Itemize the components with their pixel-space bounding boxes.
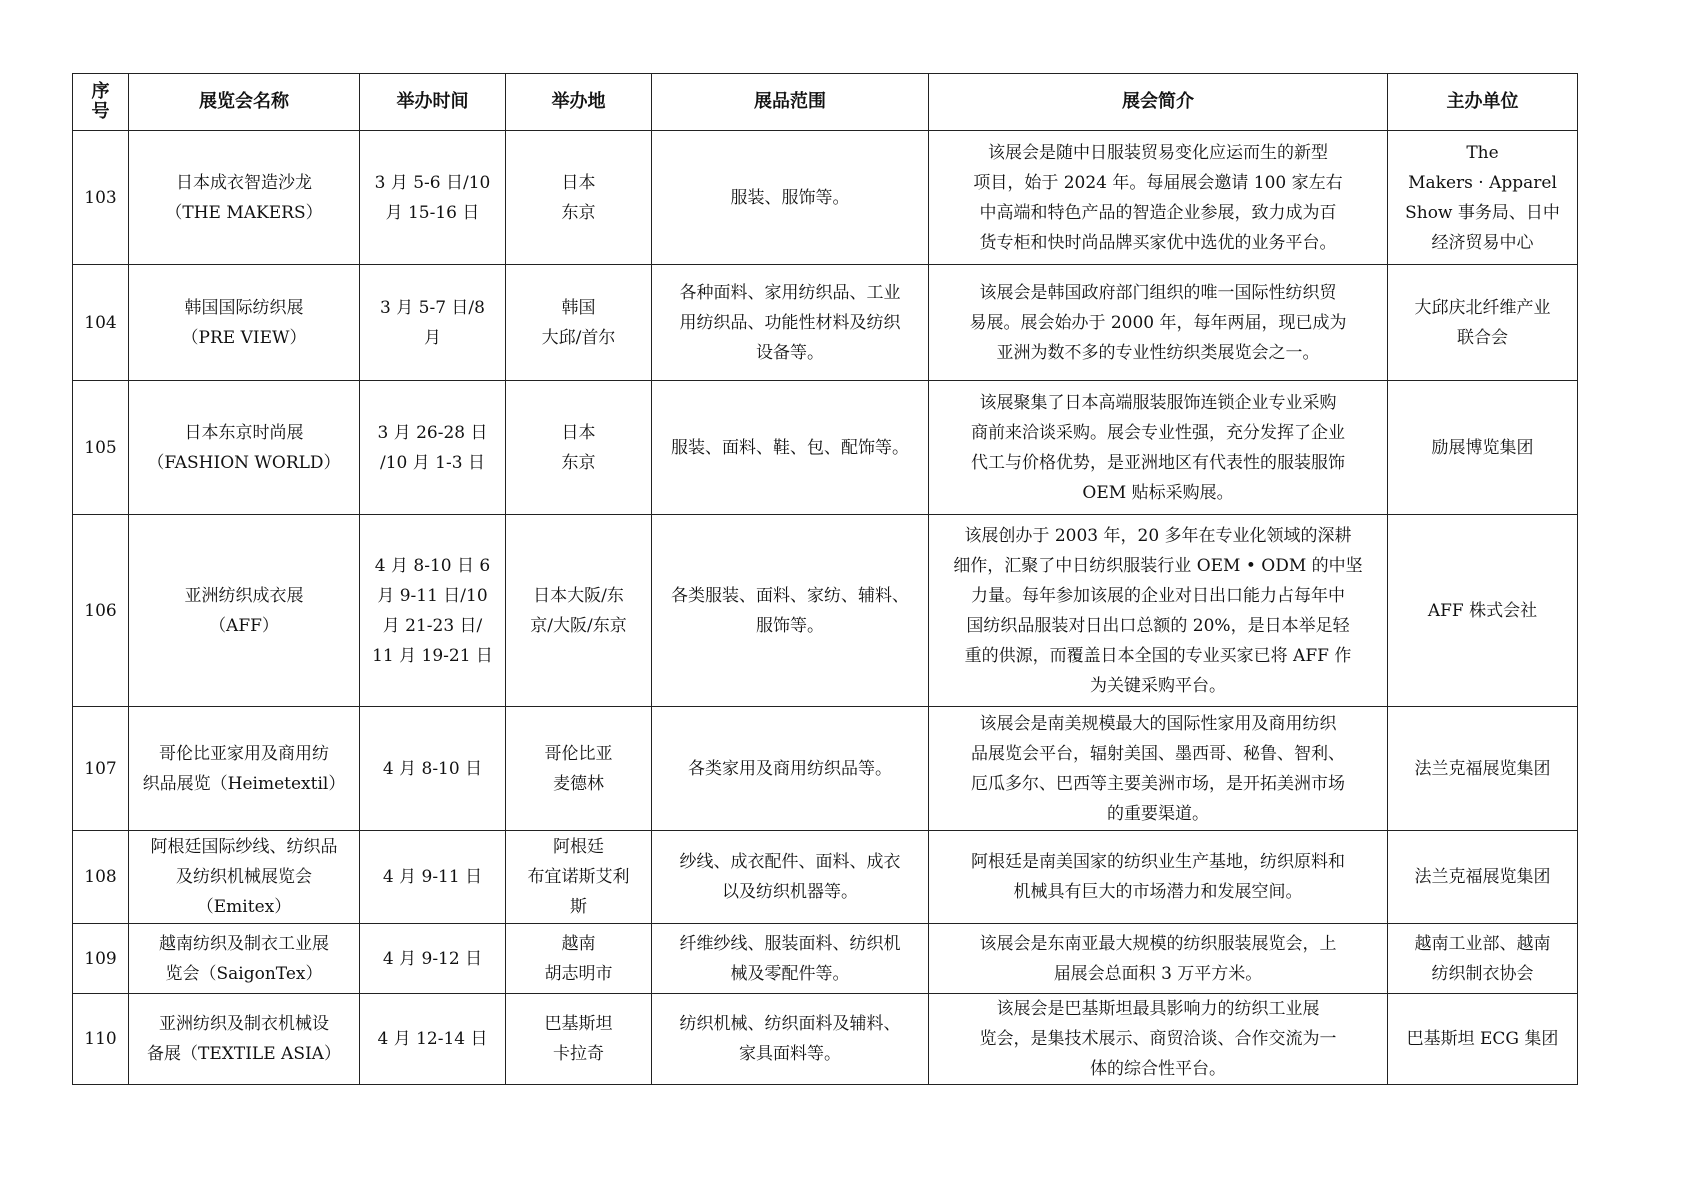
cell-time-line: /10 月 1-3 日 [380, 452, 485, 473]
cell-scope [652, 924, 929, 994]
cell-place-line: 越南 [561, 933, 596, 954]
cell-scope-line: 服饰等。 [756, 615, 824, 636]
cell-place-line: 韩国 [561, 297, 596, 318]
cell-time [360, 924, 506, 994]
cell-seq: 104 [73, 265, 129, 381]
cell-intro [929, 994, 1388, 1085]
header-organizer: 主办单位 [1388, 74, 1578, 131]
cell-seq: 107 [73, 707, 129, 831]
cell-time-line: 4 月 9-12 日 [382, 948, 483, 969]
cell-scope-line: 服装、面料、鞋、包、配饰等。 [671, 437, 909, 458]
cell-organizer [1388, 924, 1578, 994]
cell-intro-line: 该展会是随中日服装贸易变化应运而生的新型 [988, 142, 1328, 163]
cell-scope-line: 各种面料、家用纺织品、工业 [679, 282, 901, 303]
cell-intro-line: 代工与价格优势，是亚洲地区有代表性的服装服饰 [971, 452, 1345, 473]
cell-time [360, 265, 506, 381]
cell-seq: 109 [73, 924, 129, 994]
cell-time [360, 994, 506, 1085]
cell-seq: 105 [73, 381, 129, 515]
cell-intro-line: 品展览会平台，辐射美国、墨西哥、秘鲁、智利、 [971, 743, 1345, 764]
cell-intro-line: 的重要渠道。 [1107, 803, 1209, 824]
cell-organizer-line: 经济贸易中心 [1431, 232, 1534, 253]
cell-seq: 103 [73, 131, 129, 265]
cell-place [506, 707, 652, 831]
cell-time-line: 4 月 8-10 日 [382, 758, 483, 779]
cell-place [506, 924, 652, 994]
cell-scope-line: 用纺织品、功能性材料及纺织 [679, 312, 901, 333]
cell-intro-line: 重的供源，而覆盖日本全国的专业买家已将 AFF 作 [964, 645, 1352, 666]
cell-place-line: 日本 [561, 172, 596, 193]
cell-name [129, 707, 360, 831]
cell-place [506, 831, 652, 924]
cell-name-line: （Emitex） [196, 897, 292, 917]
header-row [73, 74, 1578, 131]
cell-place [506, 381, 652, 515]
cell-name [129, 831, 360, 924]
cell-name-line: 览会（SaigonTex） [165, 963, 323, 984]
cell-seq: 108 [73, 831, 129, 924]
cell-seq: 106 [73, 515, 129, 707]
cell-organizer-line: 联合会 [1457, 327, 1508, 348]
cell-name-line: 织品展览（Heimetextil） [142, 773, 346, 794]
cell-scope-line: 纤维纱线、服装面料、纺织机 [679, 933, 901, 954]
cell-time-line: 月 9-11 日/10 [377, 585, 488, 606]
cell-scope [652, 707, 929, 831]
cell-intro-line: 阿根廷是南美国家的纺织业生产基地，纺织原料和 [971, 852, 1345, 872]
cell-time [360, 131, 506, 265]
cell-place [506, 265, 652, 381]
cell-name [129, 131, 360, 265]
cell-intro-line: 商前来洽谈采购。展会专业性强，充分发挥了企业 [971, 422, 1345, 443]
cell-time-line: 4 月 12-14 日 [377, 1029, 488, 1049]
cell-name-line: 越南纺织及制衣工业展 [159, 933, 329, 954]
cell-intro-line: 机械具有巨大的市场潜力和发展空间。 [1013, 882, 1303, 902]
header-seq: 序 号 [73, 74, 129, 131]
header-place: 举办地 [506, 74, 652, 131]
cell-intro-line: 该展会是南美规模最大的国际性家用及商用纺织 [979, 713, 1337, 734]
cell-name-line: 亚洲纺织成衣展 [184, 585, 304, 606]
cell-place-line: 阿根廷 [553, 837, 604, 857]
cell-place [506, 994, 652, 1085]
cell-scope [652, 131, 929, 265]
cell-scope-line: 服装、服饰等。 [730, 187, 850, 208]
cell-place [506, 515, 652, 707]
cell-name-line: （AFF） [209, 615, 279, 636]
table-row [73, 381, 1578, 515]
table-row [73, 515, 1578, 707]
cell-intro [929, 924, 1388, 994]
cell-organizer-line: 励展博览集团 [1431, 437, 1534, 458]
cell-time-line: 3 月 26-28 日 [377, 422, 488, 443]
cell-organizer [1388, 381, 1578, 515]
cell-scope [652, 265, 929, 381]
cell-time [360, 515, 506, 707]
cell-name-line: 及纺织机械展览会 [176, 867, 312, 887]
cell-seq: 110 [73, 994, 129, 1085]
cell-intro-line: 为关键采购平台。 [1090, 675, 1226, 696]
cell-place-line: 布宜诺斯艾利 [527, 867, 630, 887]
cell-organizer [1388, 707, 1578, 831]
cell-intro-line: 体的综合性平台。 [1090, 1059, 1226, 1079]
cell-scope [652, 381, 929, 515]
cell-organizer-line: AFF 株式会社 [1427, 600, 1538, 621]
cell-scope-line: 各类服装、面料、家纺、辅料、 [671, 585, 909, 606]
cell-name-line: 韩国国际纺织展 [184, 297, 304, 318]
cell-organizer-line: The [1466, 142, 1499, 163]
cell-intro-line: 览会，是集技术展示、商贸洽谈、合作交流为一 [979, 1029, 1337, 1049]
header-time: 举办时间 [360, 74, 506, 131]
cell-organizer [1388, 994, 1578, 1085]
cell-place-line: 日本 [561, 422, 596, 443]
cell-time [360, 707, 506, 831]
cell-name-line: 亚洲纺织及制衣机械设 [159, 1014, 329, 1034]
cell-organizer-line: 大邱庆北纤维产业 [1414, 297, 1551, 318]
cell-intro-line: 细作，汇聚了中日纺织服装行业 OEM • ODM 的中坚 [953, 555, 1363, 576]
cell-organizer-line: 越南工业部、越南 [1414, 933, 1551, 954]
cell-organizer [1388, 131, 1578, 265]
cell-place-line: 东京 [561, 452, 596, 473]
table-body [73, 131, 1578, 1085]
cell-intro-line: 该展会是韩国政府部门组织的唯一国际性纺织贸 [979, 282, 1337, 303]
cell-organizer-line: 法兰克福展览集团 [1414, 867, 1551, 887]
cell-scope [652, 994, 929, 1085]
cell-place-line: 斯 [570, 897, 587, 917]
cell-intro [929, 831, 1388, 924]
cell-place [506, 131, 652, 265]
cell-organizer-line: 法兰克福展览集团 [1414, 758, 1551, 779]
cell-place-line: 胡志明市 [544, 963, 613, 984]
cell-place-line: 卡拉奇 [553, 1044, 604, 1064]
cell-time [360, 831, 506, 924]
cell-organizer-line: 巴基斯坦 ECG 集团 [1406, 1029, 1559, 1049]
cell-name-line: 日本成衣智造沙龙 [176, 172, 312, 193]
cell-intro-line: 该展创办于 2003 年，20 多年在专业化领域的深耕 [964, 525, 1352, 546]
cell-place-line: 哥伦比亚 [544, 743, 613, 764]
cell-intro-line: 易展。展会始办于 2000 年，每年两届，现已成为 [969, 312, 1347, 333]
cell-intro-line: 中高端和特色产品的智造企业参展，致力成为百 [979, 202, 1337, 223]
cell-place-line: 京/大阪/东京 [530, 615, 627, 636]
cell-name [129, 381, 360, 515]
cell-intro-line: 该展会是巴基斯坦最具影响力的纺织工业展 [996, 999, 1320, 1019]
cell-scope [652, 831, 929, 924]
cell-place-line: 巴基斯坦 [544, 1014, 613, 1034]
header-intro: 展会简介 [929, 74, 1388, 131]
header-name: 展览会名称 [129, 74, 360, 131]
cell-name [129, 265, 360, 381]
cell-intro-line: 该展会是东南亚最大规模的纺织服装展览会，上 [979, 933, 1337, 954]
cell-organizer [1388, 515, 1578, 707]
cell-intro-line: 国纺织品服装对日出口总额的 20%，是日本举足轻 [966, 615, 1350, 636]
cell-intro [929, 707, 1388, 831]
cell-time-line: 月 21-23 日/ [382, 615, 483, 636]
table-row [73, 707, 1578, 831]
cell-scope [652, 515, 929, 707]
cell-name [129, 515, 360, 707]
cell-intro-line: 项目，始于 2024 年。每届展会邀请 100 家左右 [973, 172, 1343, 193]
cell-scope-line: 械及零配件等。 [730, 963, 850, 984]
cell-intro [929, 515, 1388, 707]
cell-organizer [1388, 831, 1578, 924]
cell-time-line: 3 月 5-6 日/10 [374, 172, 491, 193]
cell-intro [929, 131, 1388, 265]
cell-intro [929, 265, 1388, 381]
cell-intro-line: OEM 贴标采购展。 [1082, 482, 1234, 503]
table-row [73, 131, 1578, 265]
cell-intro-line: 货专柜和快时尚品牌买家优中选优的业务平台。 [979, 232, 1337, 253]
cell-scope-line: 纺织机械、纺织面料及辅料、 [679, 1014, 901, 1034]
cell-name-line: 备展（TEXTILE ASIA） [147, 1044, 341, 1064]
cell-scope-line: 各类家用及商用纺织品等。 [688, 758, 892, 779]
table-row [73, 265, 1578, 381]
cell-scope-line: 家具面料等。 [739, 1044, 841, 1064]
cell-scope-line: 以及纺织机器等。 [722, 882, 858, 902]
table-row [73, 831, 1578, 924]
cell-scope-line: 设备等。 [756, 342, 824, 363]
cell-organizer-line: 纺织制衣协会 [1431, 963, 1534, 984]
cell-time-line: 月 15-16 日 [385, 202, 480, 223]
exhibition-table [72, 73, 1578, 1085]
cell-time [360, 381, 506, 515]
cell-time-line: 11 月 19-21 日 [372, 645, 493, 666]
table-row [73, 924, 1578, 994]
cell-intro [929, 381, 1388, 515]
cell-time-line: 月 [424, 327, 441, 348]
cell-name-line: （PRE VIEW） [181, 327, 307, 348]
cell-organizer-line: Makers · Apparel [1408, 172, 1557, 193]
cell-intro-line: 该展聚集了日本高端服装服饰连锁企业专业采购 [979, 392, 1337, 413]
cell-name-line: 哥伦比亚家用及商用纺 [159, 743, 329, 764]
cell-name-line: （THE MAKERS） [165, 202, 323, 223]
cell-place-line: 日本大阪/东 [533, 585, 624, 606]
cell-name-line: （FASHION WORLD） [147, 452, 341, 473]
cell-scope-line: 纱线、成衣配件、面料、成衣 [679, 852, 901, 872]
cell-name [129, 924, 360, 994]
cell-name [129, 994, 360, 1085]
cell-organizer [1388, 265, 1578, 381]
cell-intro-line: 力量。每年参加该展的企业对日出口能力占每年中 [971, 585, 1345, 606]
cell-time-line: 3 月 5-7 日/8 [380, 297, 485, 318]
table-row [73, 994, 1578, 1085]
cell-intro-line: 届展会总面积 3 万平方米。 [1053, 963, 1263, 984]
cell-place-line: 麦德林 [553, 773, 604, 794]
cell-name-line: 阿根廷国际纱线、纺织品 [150, 837, 338, 857]
cell-time-line: 4 月 8-10 日 6 [374, 555, 491, 576]
cell-organizer-line: Show 事务局、日中 [1405, 202, 1560, 223]
cell-place-line: 东京 [561, 202, 596, 223]
cell-intro-line: 厄瓜多尔、巴西等主要美洲市场，是开拓美洲市场 [971, 773, 1345, 794]
cell-time-line: 4 月 9-11 日 [382, 867, 483, 887]
header-scope: 展品范围 [652, 74, 929, 131]
cell-name-line: 日本东京时尚展 [184, 422, 304, 443]
cell-place-line: 大邱/首尔 [541, 327, 616, 348]
cell-intro-line: 亚洲为数不多的专业性纺织类展览会之一。 [996, 342, 1320, 363]
